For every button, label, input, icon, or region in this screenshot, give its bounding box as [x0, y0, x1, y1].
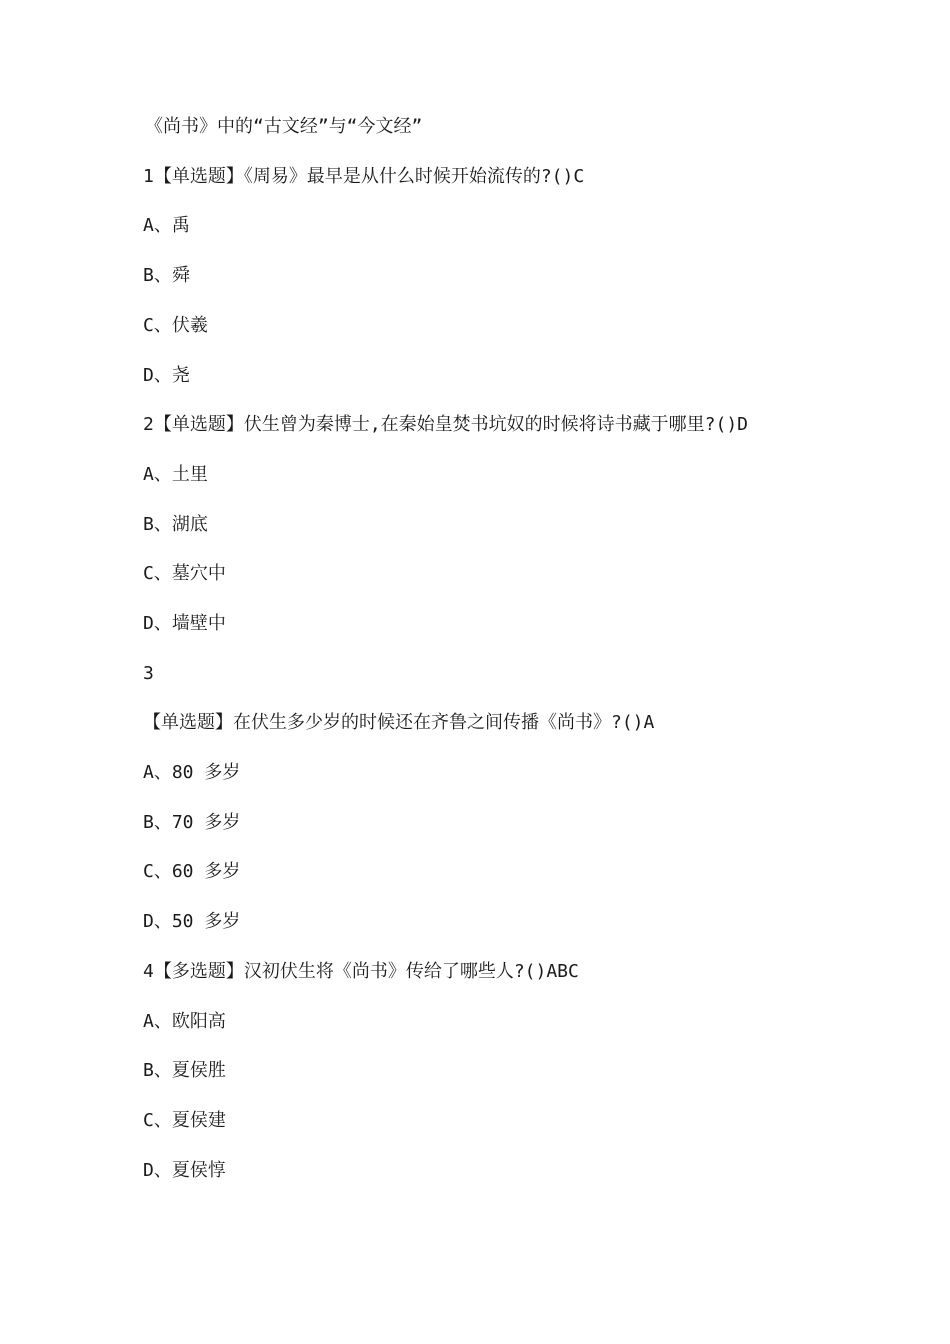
document-title: 《尚书》中的“古文经”与“今文经” [145, 116, 423, 137]
question-3-option-c: C、60 多岁 [143, 861, 241, 882]
question-1-stem: 1【单选题】《周易》最早是从什么时候开始流传的?()C [143, 166, 585, 187]
question-1-option-b: B、舜 [143, 265, 190, 286]
question-4-stem: 4【多选题】汉初伏生将《尚书》传给了哪些人?()ABC [143, 961, 579, 982]
question-3-option-b: B、70 多岁 [143, 812, 241, 833]
question-3-option-a: A、80 多岁 [143, 762, 241, 783]
question-3-stem: 【单选题】在伏生多少岁的时候还在齐鲁之间传播《尚书》?()A [143, 712, 655, 733]
question-3-number: 3 [143, 663, 154, 684]
question-2-option-c: C、墓穴中 [143, 563, 226, 584]
question-2-option-b: B、湖底 [143, 514, 208, 535]
question-3-option-d: D、50 多岁 [143, 911, 241, 932]
question-2-option-d: D、墙壁中 [143, 613, 226, 634]
question-1-option-a: A、禹 [143, 215, 190, 236]
question-4-option-c: C、夏侯建 [143, 1110, 226, 1131]
question-4-option-a: A、欧阳高 [143, 1011, 226, 1032]
question-1-option-d: D、尧 [143, 365, 190, 386]
question-1-option-c: C、伏羲 [143, 315, 208, 336]
question-2-stem: 2【单选题】伏生曾为秦博士,在秦始皇焚书坑奴的时候将诗书藏于哪里?()D [143, 414, 749, 435]
question-4-option-b: B、夏侯胜 [143, 1060, 226, 1081]
question-4-option-d: D、夏侯惇 [143, 1160, 226, 1181]
question-2-option-a: A、土里 [143, 464, 208, 485]
